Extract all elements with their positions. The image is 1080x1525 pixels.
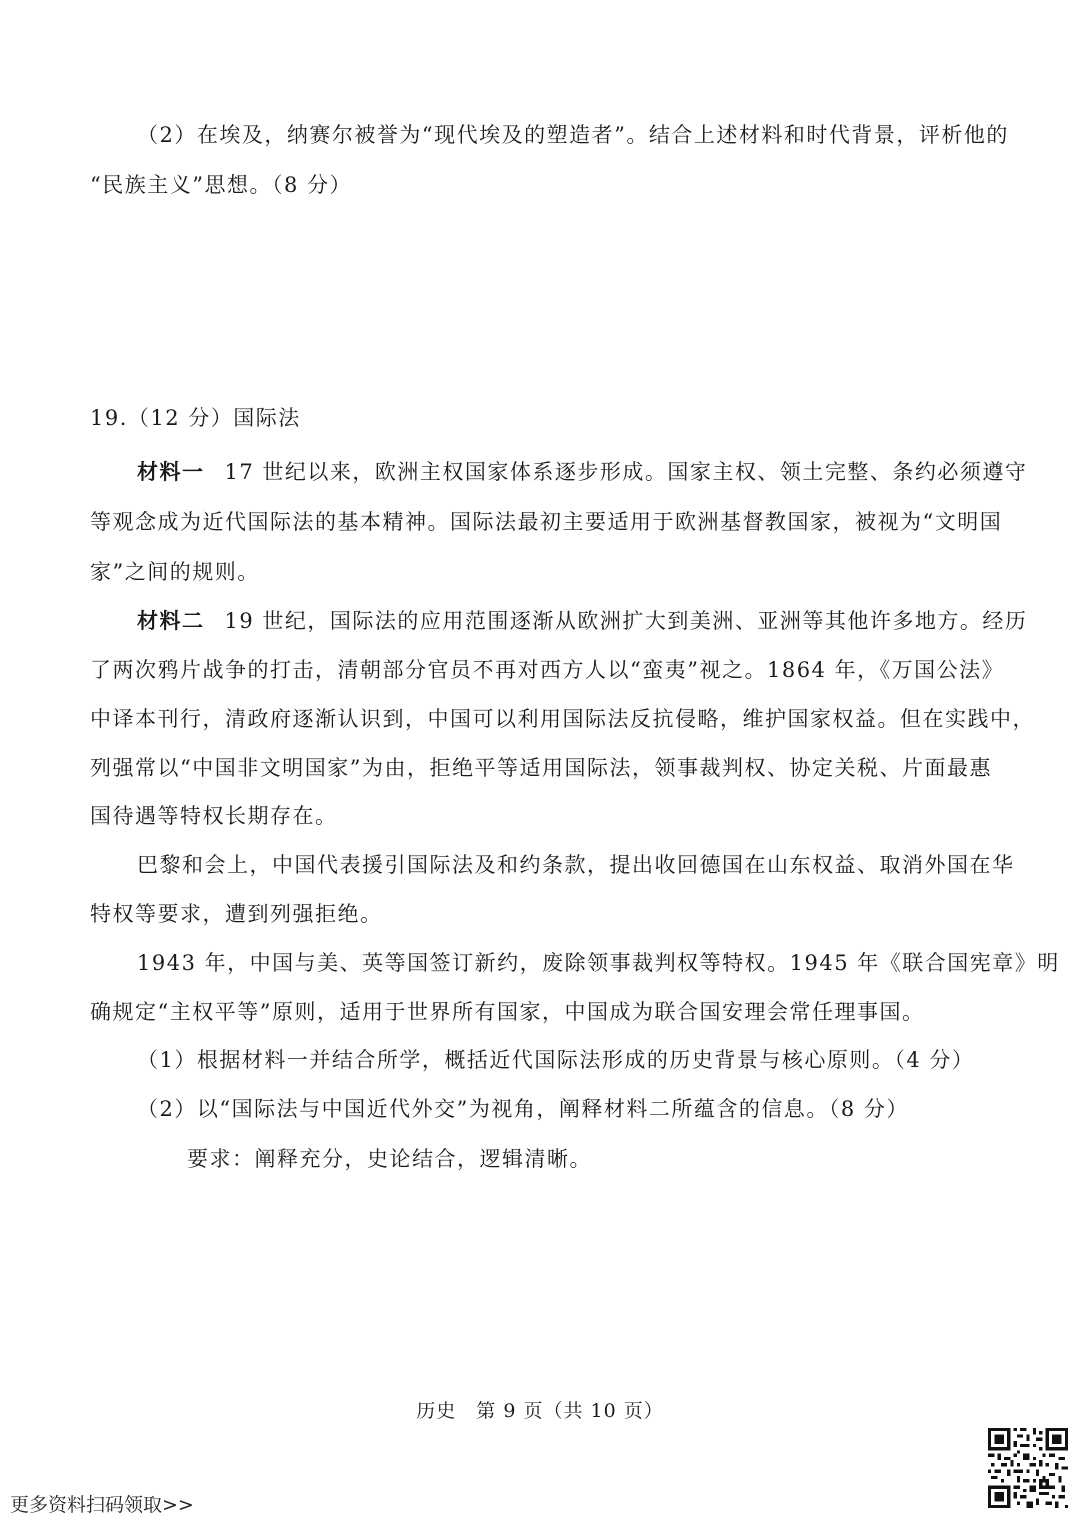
paris-paragraph-line-2: 特权等要求，遭到列强拒绝。: [90, 902, 383, 926]
q19-heading: 19.（12 分）国际法: [90, 406, 301, 430]
q18-part2-line1: （2）在埃及，纳赛尔被誉为“现代埃及的塑造者”。结合上述材料和时代背景，评析他的: [137, 123, 1009, 147]
paragraph-1943-line-1: 1943 年，中国与美、英等国签订新约，废除领事裁判权等特权。1945 年《联合国宪章》明: [137, 951, 1060, 975]
page-footer: 历史 第 9 页（共 10 页）: [416, 1400, 664, 1422]
paragraph-1943-line-2: 确规定“主权平等”原则，适用于世界所有国家，中国成为联合国安理会常任理事国。: [90, 1000, 925, 1024]
q19-requirement: 要求：阐释充分，史论结合，逻辑清晰。: [187, 1147, 592, 1171]
material2-line-5: 国待遇等特权长期存在。: [90, 804, 338, 828]
material1-first-line: [137, 457, 1027, 487]
material2-first-line: [137, 606, 1027, 636]
paris-paragraph-line-1: 巴黎和会上，中国代表援引国际法及和约条款，提出收回德国在山东权益、取消外国在华: [137, 853, 1015, 877]
material2-line-3: 中译本刊行，清政府逐渐认识到，中国可以利用国际法反抗侵略，维护国家权益。但在实践中，: [90, 707, 1035, 731]
material2-line-2: 了两次鸦片战争的打击，清朝部分官员不再对西方人以“蛮夷”视之。1864 年，《万国公法》: [90, 658, 1005, 682]
material2-label: 材料二: [137, 608, 205, 633]
material1-label: 材料一: [137, 459, 205, 484]
promo-text[interactable]: 更多资料扫码领取>>: [10, 1494, 194, 1516]
qr-code-icon[interactable]: [988, 1428, 1068, 1508]
material1-line-1: 17 世纪以来，欧洲主权国家体系逐步形成。国家主权、领土完整、条约必须遵守: [224, 460, 1028, 484]
q19-question-1: （1）根据材料一并结合所学，概括近代国际法形成的历史背景与核心原则。（4 分）: [137, 1048, 975, 1072]
q18-part2-line2: “民族主义”思想。（8 分）: [90, 173, 353, 197]
material1-line-2: 等观念成为近代国际法的基本精神。国际法最初主要适用于欧洲基督教国家，被视为“文明国: [90, 510, 1003, 534]
material2-line-1: 19 世纪，国际法的应用范围逐渐从欧洲扩大到美洲、亚洲等其他许多地方。经历: [224, 609, 1028, 633]
material1-line-3: 家”之间的规则。: [90, 560, 260, 584]
material2-line-4: 列强常以“中国非文明国家”为由，拒绝平等适用国际法，领事裁判权、协定关税、片面最惠: [90, 756, 992, 780]
q19-question-2: （2）以“国际法与中国近代外交”为视角，阐释材料二所蕴含的信息。（8 分）: [137, 1097, 909, 1121]
